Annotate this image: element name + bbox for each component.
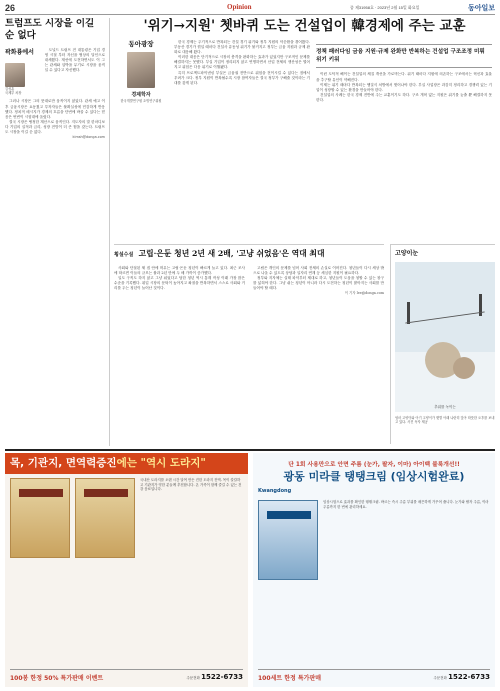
kitten-figure bbox=[453, 357, 475, 379]
page-number: 26 bbox=[5, 3, 16, 13]
author-title: 국제부 차장 bbox=[5, 91, 22, 96]
ad-kicker: 단 1회 사용만으로 안면 주름 (눈가, 팔자, 이마) 아이백 불룩개선!! bbox=[288, 462, 460, 468]
product-package bbox=[10, 478, 70, 558]
ad-headline-a: 목, 기관지, 면역력증진 bbox=[10, 457, 117, 469]
author-email: kimsh@donga.com bbox=[72, 135, 105, 140]
lower-article-paragraph: 정부와 지자체는 실태 파악부터 제대로 하고, 청년들이 도움을 청할 수 있는 창구를 넓혀야 한다. 그냥 쉬는 청년이 아니라 다시 도전하는 청년이 많아지는 사회를 만들어야 할 때다. bbox=[253, 275, 384, 291]
lower-article-paragraph: 사회와 단절된 채 집 안에 머무는 고립·은둔 청년이 빠르게 늘고 있다. 최근 조사에 따르면 이들의 규모는 불과 2년 만에 두 배 가까이 증가했다. bbox=[114, 265, 245, 275]
tel-label: 주문전화 bbox=[186, 676, 200, 681]
ad-phone[interactable]: 1522-6733 bbox=[201, 673, 243, 682]
ad-brand: Kwangdong bbox=[258, 488, 292, 494]
cartoon-caption: 추위를 녹이는 bbox=[434, 404, 456, 409]
issue-date: 종 제31958호 · 2023년 2월 15일 화요일 bbox=[350, 5, 420, 10]
main-article-paragraph: 건설업의 사례는 한국 경제 전반에 주는 교훈이기도 하다. 구조 개혁 없는 지원은 위기를 늦출 뿐 해결하지 못한다. bbox=[316, 92, 492, 102]
author-photo bbox=[127, 52, 155, 88]
ad-description: 임상시험으로 효과를 확인한 탱탱크림. 바르는 즉시 주름 부위를 매끈하게 가꾸어 줍니다. 눈가와 팔자 주름, 이마 주름까지 한 번에 관리하세요. bbox=[323, 500, 489, 509]
ad-doraji[interactable] bbox=[5, 453, 248, 687]
main-article-body-a bbox=[174, 40, 310, 240]
lower-article-headline: 고립·은둔 청년 2년 새 2배, '고냥 쉬었음'은 역대 최대 bbox=[138, 249, 325, 258]
tel-label: 주문전화 bbox=[433, 676, 447, 681]
cartoon-label: 고양이눈 bbox=[395, 250, 419, 257]
lower-article-body bbox=[114, 266, 384, 297]
ad-cream[interactable] bbox=[253, 453, 495, 687]
main-article-paragraph: 이러한 대응은 단기적으로 시장의 충격을 완화하는 효과가 있었지만 구조적인 문제를 해결하지는 못했다. 부실 기업이 정리되지 않고 연명하면서 산업 전체의 생산성은 떨어지고 위험은 다음 위기로 이월됐다. bbox=[174, 55, 310, 70]
ad-headline bbox=[5, 453, 248, 474]
author-name: 곽화룡에서 bbox=[5, 49, 34, 56]
ad-title: 광동 미라클 탱탱크림 (임상시험완료) bbox=[283, 470, 465, 483]
column-left bbox=[5, 18, 110, 446]
section-title: Opinion bbox=[227, 3, 252, 11]
main-article-body-b bbox=[316, 72, 492, 212]
column-left-paragraph: 그러나 시장은 그의 뜻대로만 움직이지 않았다. 관세 예고 이후 금융시장은 요동쳤고 투자자들은 불확실성에 민감하게 반응했다. 정치적 메시지가 경제의 흐름을 단번에 바꿀 수 있다는 믿음은 번번이 시험대에 올랐다. bbox=[5, 99, 105, 119]
cartoon-image bbox=[395, 262, 495, 412]
lower-article-paragraph: 일도 구직도 하지 않고 그냥 쉬었다고 답한 청년 역시 통계 작성 이래 가장 많은 수준을 기록했다. 취업 시장의 문턱이 높아지고 좌절을 반복하면서 스스로 사회와 거리를 두는 청년이 늘어난 것이다. bbox=[114, 275, 245, 291]
ad-phone[interactable]: 1522-6733 bbox=[448, 673, 490, 682]
lower-article bbox=[114, 244, 384, 444]
author-photo bbox=[5, 63, 25, 87]
lower-article-kicker: 횡설수설 bbox=[114, 252, 134, 258]
ad-strip bbox=[5, 449, 495, 687]
author-desc: 한국개발연구원 초빙연구위원 bbox=[120, 99, 162, 104]
main-article-headline: '위기→지원' 쳇바퀴 도는 건설업이 韓경제에 주는 교훈 bbox=[143, 18, 466, 34]
author-email: 이 기자 lee@donga.com bbox=[344, 291, 384, 296]
product-package bbox=[258, 500, 318, 580]
brand-logo: 동아일보 bbox=[467, 4, 495, 12]
main-article-paragraph: 한국 경제는 주기적으로 반복되는 건설 경기 위기와 정부 지원의 악순환을 겪어왔다. 부동산 경기가 꺾일 때마다 건설사 유동성 위기가 불거지고 정부는 금융 지원과 규제 완화로 대응해 왔다. bbox=[174, 40, 310, 55]
ad-headline bbox=[253, 453, 495, 486]
column-label: 동아광장 bbox=[128, 40, 154, 48]
column-left-byline bbox=[5, 48, 105, 95]
lower-article-paragraph: 고립은 개인의 문제를 넘어 사회 전체의 손실로 이어진다. 청년들이 다시 세상 밖으로 나올 수 있도록 상담과 일자리 연계 등 세심한 지원이 필요하다. bbox=[253, 265, 384, 275]
pull-quote: 정책 패러다임 금융 지원·규제 완화만 반복하는 건설업 구조조정 미뤄 위기 키워 bbox=[316, 44, 492, 68]
ad-description: 국내산 도라지를 오랜 시간 달여 만든 진한 도라지 진액. 목이 칼칼하고 기관지가 약한 분들께 추천합니다. 온 가족이 함께 즐길 수 있는 건강 음료입니다. bbox=[140, 478, 242, 492]
column-left-headline: 트럼프도 시장을 이길 순 없다 bbox=[5, 18, 95, 41]
ad-price: 100세트 한정 특가판매 bbox=[258, 675, 322, 682]
author-role: 경제학자 bbox=[131, 91, 151, 98]
main-article-paragraph: 이제는 위기 때마다 반복되는 땜질식 처방에서 벗어나야 한다. 부실 사업장은 과감히 정리하고 경쟁력 있는 기업이 성장할 수 있는 환경을 만들어야 한다. bbox=[316, 82, 492, 92]
page-header bbox=[5, 3, 495, 15]
ad-headline-b: 에는 "역시 도라지" bbox=[116, 457, 206, 469]
cartoon-section bbox=[390, 244, 495, 444]
product-package bbox=[75, 478, 135, 558]
column-left-paragraph: 도널드 트럼프 전 대통령은 기업 경영 시절 부터 자신을 협상의 달인으로 내세웠다. 재선에 도전하면서도 이 그는 관세와 압박을 무기로 시장을 움직일 수 있다고 자신했다. bbox=[44, 48, 105, 73]
ad-price: 100봉 한정 50% 특가판매 이벤트 bbox=[10, 675, 104, 682]
column-left-paragraph: 결국 시장은 냉정한 계산으로 움직인다. 지도자의 말 한마디보다 기업의 실적과 금리, 성장 전망이 더 큰 힘을 갖는다. 트럼프도 시장을 이길 순 없다. bbox=[5, 119, 105, 134]
author-subname: 김성훈 bbox=[5, 87, 15, 91]
main-article-paragraph: 특히 프로젝트파이낸싱 부실은 금융권 전반으로 위험을 전이시킬 수 있다는 점에서 우려가 크다. 정부 지원이 반복될수록 시장 참여자들은 결국 정부가 구해줄 것이라는 기대를 갖게 된다. bbox=[174, 70, 310, 85]
main-article-paragraph: 이런 도덕적 해이는 건설업의 체질 개선을 가로막는다. 위기 때마다 지원에 의존하는 구조에서는 혁신과 효율을 추구할 유인이 약해진다. bbox=[316, 72, 492, 82]
cartoon-description: 엄마 고양이와 아기 고양이가 햇볕 아래 나란히 앉아 따뜻한 오후를 보내고 있다. 사진 독자 제공 bbox=[395, 416, 495, 425]
main-article bbox=[114, 18, 495, 240]
main-article-author bbox=[114, 40, 168, 240]
